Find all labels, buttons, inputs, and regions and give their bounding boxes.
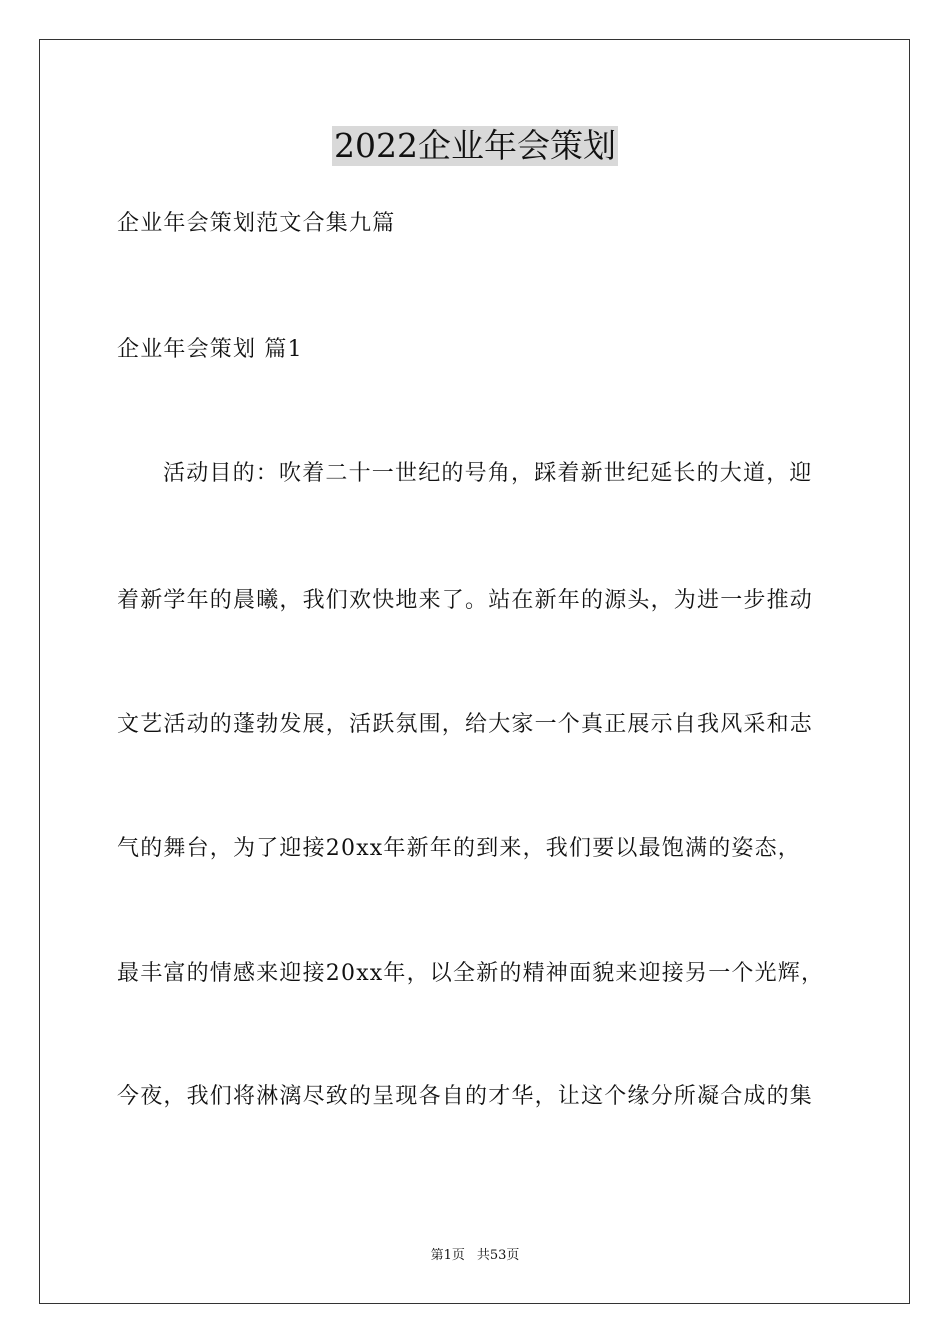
paragraph-line-2: 着新学年的晨曦，我们欢快地来了。站在新年的源头，为进一步推动 [117, 588, 814, 613]
page-total: 共53页 [476, 1248, 520, 1263]
paragraph-line-3: 文艺活动的蓬勃发展，活跃氛围，给大家一个真正展示自我风采和志 [117, 712, 814, 737]
page-number: 第1页 [430, 1248, 465, 1263]
section-heading: 企业年会策划 篇1 [117, 337, 303, 362]
title-container [0, 126, 950, 166]
paragraph-line-6: 今夜，我们将淋漓尽致的呈现各自的才华，让这个缘分所凝合成的集 [117, 1084, 814, 1109]
paragraph-line-4: 气的舞台，为了迎接20xx年新年的到来，我们要以最饱满的姿态， [117, 836, 802, 861]
document-title: 2022企业年会策划 [334, 126, 616, 165]
paragraph-line-5: 最丰富的情感来迎接20xx年，以全新的精神面貌来迎接另一个光辉， [117, 961, 825, 986]
paragraph-line-1: 活动目的：吹着二十一世纪的号角，踩着新世纪延长的大道，迎 [163, 461, 813, 486]
page-footer [0, 1247, 950, 1265]
document-subtitle: 企业年会策划范文合集九篇 [117, 211, 396, 236]
